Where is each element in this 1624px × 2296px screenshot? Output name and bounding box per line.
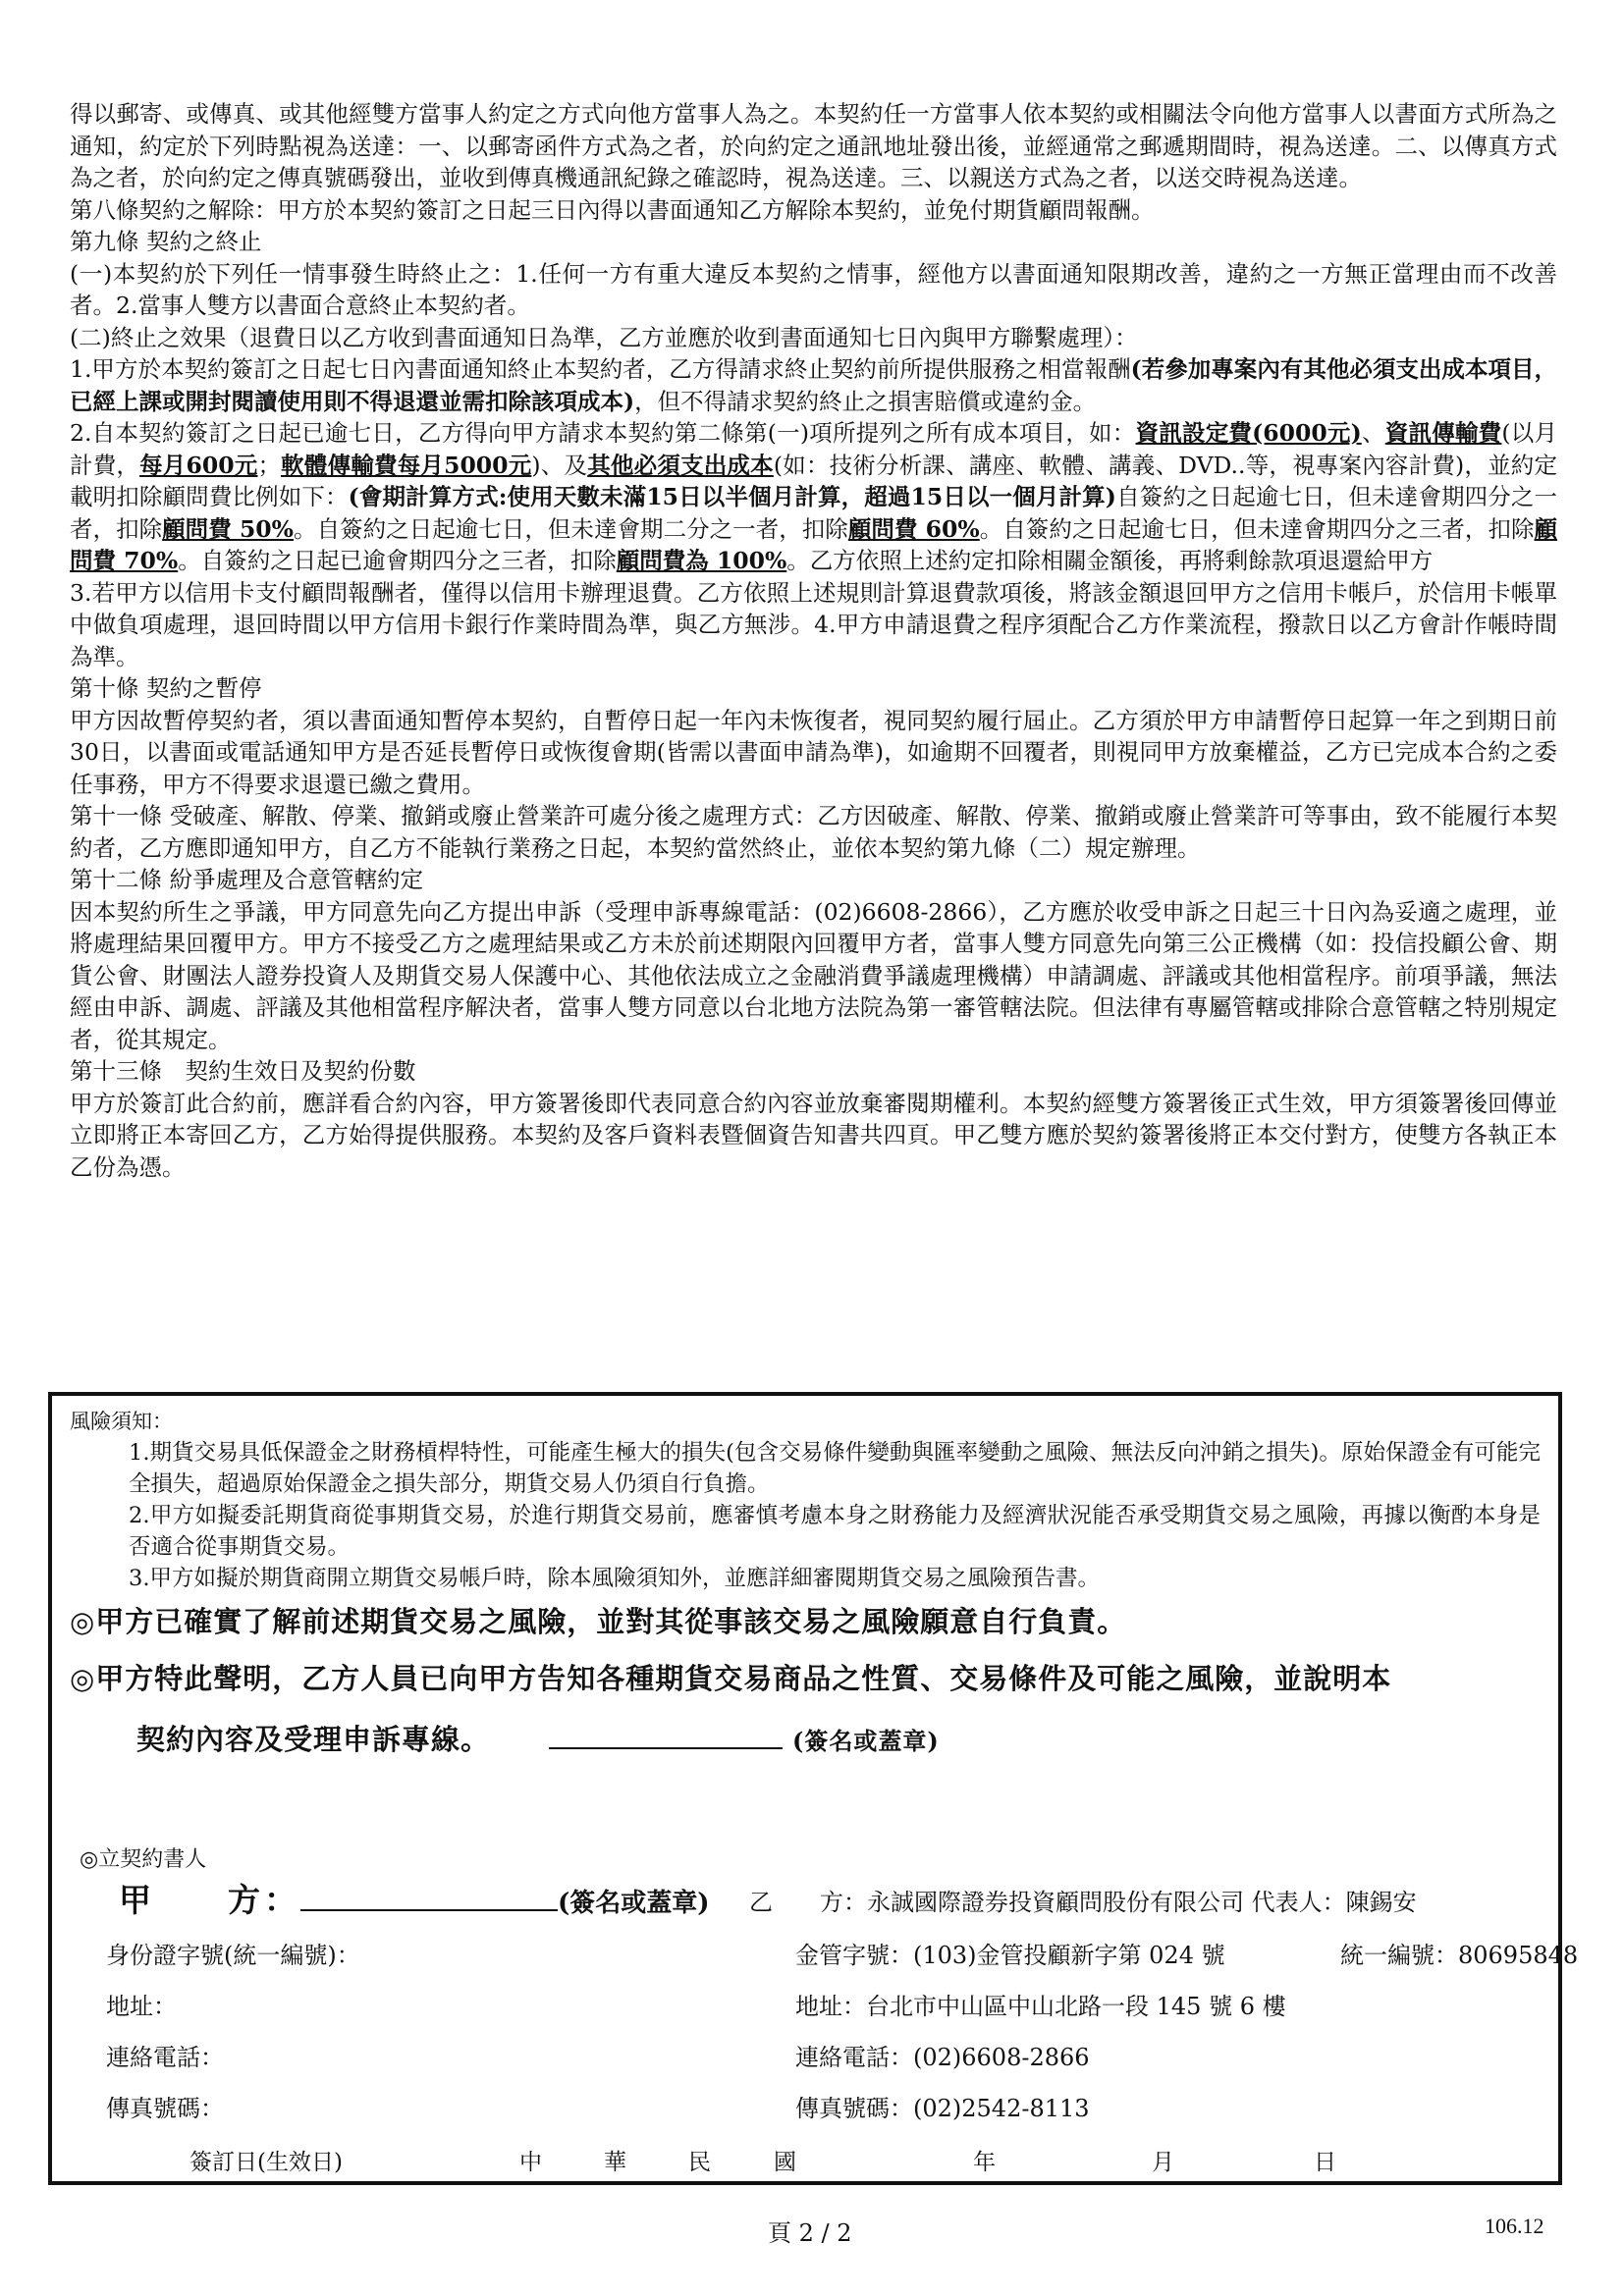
risk-item-1: 1.期貨交易具低保證金之財務槓桿特性，可能產生極大的損失(包含交易條件變動與匯率變動之風險、無法反向沖銷之損失)。原始保證金有可能完全損失，超過原始保證金之損失部分，期貨交易人仍須自行負擔。 bbox=[129, 1440, 1541, 1497]
termination-item-1: 1.甲方於本契約簽訂之日起七日內書面通知終止本契約者，乙方得請求終止契約前所提供服務之相當報酬(若參加專案內有其他必須支出成本項目，已經上課或開封閱讀使用則不得退還並需扣除該項成本)，但不得請求契約終止之損害賠償或違約金。 bbox=[70, 355, 1557, 415]
article-13: 甲方於簽訂此合約前，應詳看合約內容，甲方簽署後即代表同意合約內容並放棄審閱期權利。本契約經雙方簽署後正式生效，甲方須簽署後回傳並立即將正本寄回乙方，乙方始得提供服務。本契約及客戶資料表暨個資告知書共四頁。甲乙雙方應於契約簽署後將正本交付對方，使雙方各執正本乙份為憑。 bbox=[70, 1089, 1557, 1181]
article-9-clause-1: (一)本契約於下列任一情事發生時終止之：1.任何一方有重大違反本契約之情事，經他方以書面通知限期改善，違約之一方無正當理由而不改善者。2.當事人雙方以書面合意終止本契約者。 bbox=[70, 259, 1557, 319]
party-b-uid: 統一編號：80695848 bbox=[1340, 1942, 1579, 1969]
party-a-phone: 連絡電話： bbox=[106, 2044, 224, 2071]
date-guo: 國 bbox=[774, 2150, 796, 2175]
party-b-address: 地址：台北市中山區中山北路一段 145 號 6 樓 bbox=[795, 1993, 1286, 2020]
party-b-fax: 傳真號碼：(02)2542-8113 bbox=[795, 2095, 1090, 2122]
date-hua: 華 bbox=[604, 2150, 626, 2175]
parties-title: ◎立契約書人 bbox=[80, 1847, 207, 1872]
termination-item-2: 2.自本契約簽訂之日起已逾七日，乙方得向甲方請求本契約第二條第(一)項所提列之所有成本項目，如：資訊設定費(6000元)、資訊傳輸費(以月計費，每月600元；軟體傳輸費每月5000元)、及其他必須支出成本(如：技術分析課、講座、軟體、講義、DVD..等，視專案內容計費)，並約定載明扣除顧問費比例如下：(會期計算方式:使用天數未滿15日以半個月計算，超過15日以一個月計算)自簽約之日起逾七日，但未達會期四分之一者，扣除顧問費 50%。自簽約之日起逾七日，但未達會期二分之一者，扣除顧問費 60%。自簽約之日起逾七日，但未達會期四分之三者，扣除顧問費 70%。自簽約之日起已逾會期四分之三者，扣除顧問費為 100%。乙方依照上述約定扣除相關金額後，再將剩餘款項退還給甲方 bbox=[70, 419, 1558, 574]
party-b-phone: 連絡電話：(02)6608-2866 bbox=[795, 2044, 1090, 2071]
party-b-license: 金管字號：(103)金管投顧新字第 024 號 bbox=[795, 1942, 1225, 1969]
article-10: 甲方因故暫停契約者，須以書面通知暫停本契約，自暫停日起一年內未恢復者，視同契約履行屆止。乙方須於甲方申請暫停日起算一年之到期日前30日，以書面或電話通知甲方是否延長暫停日或恢復會期(皆需以書面申請為準)，如逾期不回覆者，則視同甲方放棄權益，乙方已完成本合約之委任事務，甲方不得要求退還已繳之費用。 bbox=[70, 706, 1557, 798]
party-a-fax: 傳真號碼： bbox=[106, 2095, 224, 2122]
article-8: 第八條契約之解除：甲方於本契約簽訂之日起三日內得以書面通知乙方解除本契約，並免付期貨顧問報酬。 bbox=[70, 195, 1155, 224]
article-10-title: 第十條 契約之暫停 bbox=[70, 674, 262, 702]
signing-date-label: 簽訂日(生效日) bbox=[189, 2150, 343, 2175]
article-12: 因本契約所生之爭議，甲方同意先向乙方提出申訴（受理申訴專線電話：(02)6608-2866），乙方應於收受申訴之日起三十日內為妥適之處理，並將處理結果回覆甲方。甲方不接受乙方之處理結果或乙方未於前述期限內回覆甲方者，當事人雙方同意先向第三公正機構（如：投信投顧公會、期貨公會、財團法人證券投資人及期貨交易人保護中心、其他依法成立之金融消費爭議處理機構）申請調處、評議或其他相當程序。前項爭議，無法經由申訴、調處、評議及其他相當程序解決者，當事人雙方同意以台北地方法院為第一審管轄法院。但法律有專屬管轄或排除合意管轄之特別規定者，從其規定。 bbox=[70, 897, 1557, 1053]
page-number: 頁 2 / 2 bbox=[768, 2219, 852, 2247]
risk-item-3: 3.甲方如擬於期貨商開立期貨交易帳戶時，除本風險須知外，並應詳細審閱期貨交易之風險預告書。 bbox=[129, 1566, 1100, 1591]
date-zhong: 中 bbox=[519, 2150, 542, 2175]
date-year: 年 bbox=[973, 2150, 996, 2175]
article-13-title: 第十三條 契約生效日及契約份數 bbox=[70, 1057, 416, 1085]
declaration-2: ◎甲方特此聲明，乙方人員已向甲方告知各種期貨交易商品之性質、交易條件及可能之風險，並說明本 bbox=[70, 1662, 1392, 1695]
date-min: 民 bbox=[688, 2150, 711, 2175]
article-12-title: 第十二條 紛爭處理及合意管轄約定 bbox=[70, 866, 423, 893]
contract-body bbox=[70, 98, 1557, 1183]
party-a-address: 地址： bbox=[106, 1993, 177, 2020]
article-9-clause-2: (二)終止之效果（退費日以乙方收到書面通知日為準，乙方並應於收到書面通知七日內與甲方聯繫處理）： bbox=[70, 323, 1138, 351]
risk-content bbox=[70, 1406, 1541, 1767]
risk-title: 風險須知： bbox=[70, 1410, 173, 1433]
date-day: 日 bbox=[1314, 2150, 1336, 2175]
article-11: 第十一條 受破產、解散、停業、撤銷或廢止營業許可處分後之處理方式：乙方因破產、解散、停業、撤銷或廢止營業許可等事由，致不能履行本契約者，乙方應即通知甲方，自乙方不能執行業務之日起，本契約當然終止，並依本契約第九條（二）規定辦理。 bbox=[70, 802, 1557, 862]
party-a-signature: 甲 方： (簽名或蓋章) bbox=[119, 1881, 710, 1919]
party-a-signature-line[interactable] bbox=[300, 1880, 558, 1911]
party-b-name: 乙 方：永誠國際證券投資顧問股份有限公司 代表人：陳錫安 bbox=[749, 1889, 1417, 1916]
declaration-signature-line[interactable] bbox=[549, 1722, 783, 1749]
declaration-3: 契約內容及受理申訴專線。 (簽名或蓋章) bbox=[136, 1723, 940, 1756]
termination-item-3: 3.若甲方以信用卡支付顧問報酬者，僅得以信用卡辦理退費。乙方依照上述規則計算退費款項後，將該金額退回甲方之信用卡帳戶，於信用卡帳單中做負項處理，退回時間以甲方信用卡銀行作業時間為準，與乙方無涉。4.甲方申請退費之程序須配合乙方作業流程，撥款日以乙方會計作帳時間為準。 bbox=[70, 578, 1557, 670]
date-month: 月 bbox=[1152, 2150, 1174, 2175]
version-number: 106.12 bbox=[1485, 2214, 1544, 2238]
party-a-id: 身份證字號(統一編號)： bbox=[106, 1942, 360, 1969]
notice-paragraph: 得以郵寄、或傳真、或其他經雙方當事人約定之方式向他方當事人為之。本契約任一方當事人依本契約或相關法令向他方當事人以書面方式所為之通知，約定於下列時點視為送達：一、以郵寄函件方式為之者，於向約定之通訊地址發出後，並經通常之郵遞期間時，視為送達。二、以傳真方式為之者，於向約定之傳真號碼發出，並收到傳真機通訊紀錄之確認時，視為送達。三、以親送方式為之者，以送交時視為送達。 bbox=[70, 100, 1557, 191]
risk-disclosure-box bbox=[48, 1392, 1579, 2185]
risk-item-2: 2.甲方如擬委託期貨商從事期貨交易，於進行期貨交易前，應審慎考慮本身之財務能力及經濟狀況能否承受期貨交易之風險，再據以衡酌本身是否適合從事期貨交易。 bbox=[129, 1503, 1541, 1560]
declaration-1: ◎甲方已確實了解前述期貨交易之風險，並對其從事該交易之風險願意自行負責。 bbox=[70, 1605, 1127, 1638]
article-9-title: 第九條 契約之終止 bbox=[70, 228, 262, 255]
